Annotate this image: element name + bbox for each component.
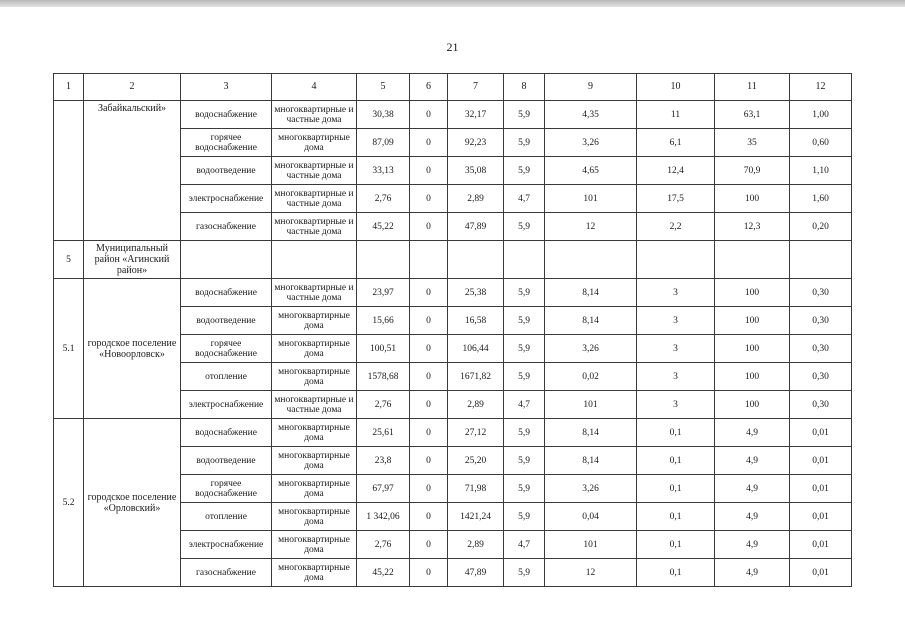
- col11-cell: 4,9: [715, 503, 790, 531]
- row-number-cell: 5.1: [54, 279, 84, 419]
- col12-cell: 1,60: [790, 185, 852, 213]
- col7-cell: 32,17: [448, 101, 504, 129]
- col9-cell: 4,35: [545, 101, 637, 129]
- col8-cell: 5,9: [504, 475, 545, 503]
- col12-cell: 0,01: [790, 475, 852, 503]
- col5-cell: 23,8: [357, 447, 410, 475]
- table-row: [54, 101, 852, 129]
- col5-cell: 2,76: [357, 185, 410, 213]
- header-cell: 10: [637, 74, 715, 101]
- col6-cell: 0: [410, 391, 448, 419]
- housing-cell: многоквартирные дома: [272, 475, 357, 503]
- tariff-table: [53, 73, 852, 587]
- col9-cell: 8,14: [545, 447, 637, 475]
- col6-cell: 0: [410, 307, 448, 335]
- col11-cell: 4,9: [715, 559, 790, 587]
- col6-cell: 0: [410, 129, 448, 157]
- scan-top-edge: [0, 0, 905, 7]
- col6-cell: 0: [410, 279, 448, 307]
- empty-cell: [357, 241, 410, 279]
- col11-cell: 100: [715, 363, 790, 391]
- col10-cell: 3: [637, 279, 715, 307]
- col9-cell: 12: [545, 213, 637, 241]
- col5-cell: 30,38: [357, 101, 410, 129]
- col6-cell: 0: [410, 419, 448, 447]
- header-cell: 8: [504, 74, 545, 101]
- col11-cell: 100: [715, 391, 790, 419]
- section-row: [54, 241, 852, 279]
- service-cell: водоснабжение: [181, 419, 272, 447]
- col5-cell: 2,76: [357, 531, 410, 559]
- header-cell: 11: [715, 74, 790, 101]
- col5-cell: 45,22: [357, 559, 410, 587]
- housing-cell: многоквартирные и частные дома: [272, 185, 357, 213]
- service-cell: отопление: [181, 503, 272, 531]
- col8-cell: 5,9: [504, 559, 545, 587]
- housing-cell: многоквартирные дома: [272, 335, 357, 363]
- col10-cell: 0,1: [637, 531, 715, 559]
- col8-cell: 4,7: [504, 391, 545, 419]
- col7-cell: 1671,82: [448, 363, 504, 391]
- header-cell: 3: [181, 74, 272, 101]
- col12-cell: 0,01: [790, 503, 852, 531]
- housing-cell: многоквартирные дома: [272, 531, 357, 559]
- col8-cell: 5,9: [504, 129, 545, 157]
- header-row: [54, 74, 852, 101]
- service-cell: водоотведение: [181, 447, 272, 475]
- col5-cell: 1578,68: [357, 363, 410, 391]
- col9-cell: 3,26: [545, 335, 637, 363]
- header-cell: 5: [357, 74, 410, 101]
- col9-cell: 8,14: [545, 307, 637, 335]
- col12-cell: 0,30: [790, 335, 852, 363]
- settlement-name-cell: городское поселение «Орловский»: [84, 419, 181, 587]
- col8-cell: 5,9: [504, 503, 545, 531]
- col6-cell: 0: [410, 503, 448, 531]
- col8-cell: 5,9: [504, 419, 545, 447]
- col5-cell: 45,22: [357, 213, 410, 241]
- settlement-name-cell: городское поселение «Новоорловск»: [84, 279, 181, 419]
- col12-cell: 0,30: [790, 279, 852, 307]
- col11-cell: 4,9: [715, 531, 790, 559]
- service-cell: газоснабжение: [181, 213, 272, 241]
- col6-cell: 0: [410, 157, 448, 185]
- col6-cell: 0: [410, 559, 448, 587]
- col6-cell: 0: [410, 185, 448, 213]
- housing-cell: многоквартирные дома: [272, 129, 357, 157]
- housing-cell: многоквартирные дома: [272, 503, 357, 531]
- col7-cell: 106,44: [448, 335, 504, 363]
- housing-cell: многоквартирные дома: [272, 419, 357, 447]
- col7-cell: 2,89: [448, 185, 504, 213]
- col7-cell: 27,12: [448, 419, 504, 447]
- col11-cell: 100: [715, 335, 790, 363]
- col11-cell: 12,3: [715, 213, 790, 241]
- col9-cell: 101: [545, 531, 637, 559]
- col7-cell: 2,89: [448, 531, 504, 559]
- col10-cell: 12,4: [637, 157, 715, 185]
- col9-cell: 3,26: [545, 475, 637, 503]
- col10-cell: 0,1: [637, 559, 715, 587]
- service-cell: водоотведение: [181, 157, 272, 185]
- row-number-cell: 5.2: [54, 419, 84, 587]
- col8-cell: 5,9: [504, 213, 545, 241]
- header-cell: 2: [84, 74, 181, 101]
- col12-cell: 0,30: [790, 391, 852, 419]
- col11-cell: 63,1: [715, 101, 790, 129]
- header-cell: 6: [410, 74, 448, 101]
- col10-cell: 2,2: [637, 213, 715, 241]
- col7-cell: 92,23: [448, 129, 504, 157]
- section-number-cell: 5: [54, 241, 84, 279]
- col12-cell: 0,30: [790, 307, 852, 335]
- col6-cell: 0: [410, 335, 448, 363]
- empty-cell: [410, 241, 448, 279]
- col9-cell: 3,26: [545, 129, 637, 157]
- col10-cell: 0,1: [637, 447, 715, 475]
- col7-cell: 2,89: [448, 391, 504, 419]
- service-cell: горячее водоснабжение: [181, 335, 272, 363]
- housing-cell: многоквартирные и частные дома: [272, 391, 357, 419]
- row-number-cell: [54, 101, 84, 241]
- col8-cell: 5,9: [504, 363, 545, 391]
- col9-cell: 8,14: [545, 419, 637, 447]
- col5-cell: 100,51: [357, 335, 410, 363]
- header-cell: 4: [272, 74, 357, 101]
- header-cell: 9: [545, 74, 637, 101]
- col7-cell: 16,58: [448, 307, 504, 335]
- empty-cell: [715, 241, 790, 279]
- col10-cell: 11: [637, 101, 715, 129]
- col9-cell: 4,65: [545, 157, 637, 185]
- col11-cell: 100: [715, 185, 790, 213]
- col10-cell: 3: [637, 391, 715, 419]
- col7-cell: 35,08: [448, 157, 504, 185]
- service-cell: горячее водоснабжение: [181, 129, 272, 157]
- col7-cell: 25,38: [448, 279, 504, 307]
- col8-cell: 4,7: [504, 185, 545, 213]
- housing-cell: многоквартирные дома: [272, 559, 357, 587]
- header-cell: 12: [790, 74, 852, 101]
- col6-cell: 0: [410, 101, 448, 129]
- service-cell: водоснабжение: [181, 279, 272, 307]
- col5-cell: 87,09: [357, 129, 410, 157]
- col10-cell: 6,1: [637, 129, 715, 157]
- col11-cell: 4,9: [715, 419, 790, 447]
- service-cell: водоснабжение: [181, 101, 272, 129]
- col12-cell: 0,01: [790, 531, 852, 559]
- empty-cell: [504, 241, 545, 279]
- empty-cell: [545, 241, 637, 279]
- col5-cell: 33,13: [357, 157, 410, 185]
- service-cell: горячее водоснабжение: [181, 475, 272, 503]
- service-cell: водоотведение: [181, 307, 272, 335]
- col12-cell: 0,30: [790, 363, 852, 391]
- col10-cell: 17,5: [637, 185, 715, 213]
- empty-cell: [790, 241, 852, 279]
- page-number: 21: [446, 40, 459, 54]
- col8-cell: 5,9: [504, 335, 545, 363]
- col8-cell: 5,9: [504, 279, 545, 307]
- col7-cell: 25,20: [448, 447, 504, 475]
- housing-cell: многоквартирные дома: [272, 307, 357, 335]
- col7-cell: 47,89: [448, 213, 504, 241]
- col12-cell: 0,20: [790, 213, 852, 241]
- col8-cell: 5,9: [504, 101, 545, 129]
- empty-cell: [272, 241, 357, 279]
- col5-cell: 25,61: [357, 419, 410, 447]
- service-cell: электроснабжение: [181, 391, 272, 419]
- col8-cell: 4,7: [504, 531, 545, 559]
- header-cell: 7: [448, 74, 504, 101]
- table-row: [54, 279, 852, 307]
- col7-cell: 71,98: [448, 475, 504, 503]
- col12-cell: 0,01: [790, 559, 852, 587]
- housing-cell: многоквартирные и частные дома: [272, 101, 357, 129]
- col5-cell: 2,76: [357, 391, 410, 419]
- col5-cell: 1 342,06: [357, 503, 410, 531]
- col9-cell: 0,04: [545, 503, 637, 531]
- housing-cell: многоквартирные и частные дома: [272, 213, 357, 241]
- col9-cell: 8,14: [545, 279, 637, 307]
- col5-cell: 23,97: [357, 279, 410, 307]
- col9-cell: 12: [545, 559, 637, 587]
- table-body: [54, 74, 852, 587]
- housing-cell: многоквартирные дома: [272, 363, 357, 391]
- col11-cell: 100: [715, 307, 790, 335]
- col12-cell: 0,01: [790, 419, 852, 447]
- empty-cell: [448, 241, 504, 279]
- col6-cell: 0: [410, 475, 448, 503]
- col8-cell: 5,9: [504, 157, 545, 185]
- col11-cell: 4,9: [715, 447, 790, 475]
- col11-cell: 100: [715, 279, 790, 307]
- settlement-name-cell: Забайкальский»: [84, 101, 181, 241]
- service-cell: отопление: [181, 363, 272, 391]
- service-cell: газоснабжение: [181, 559, 272, 587]
- service-cell: электроснабжение: [181, 185, 272, 213]
- table-row: [54, 419, 852, 447]
- col9-cell: 101: [545, 391, 637, 419]
- housing-cell: многоквартирные и частные дома: [272, 279, 357, 307]
- col10-cell: 3: [637, 335, 715, 363]
- col5-cell: 67,97: [357, 475, 410, 503]
- empty-cell: [181, 241, 272, 279]
- col11-cell: 4,9: [715, 475, 790, 503]
- col10-cell: 0,1: [637, 503, 715, 531]
- service-cell: электроснабжение: [181, 531, 272, 559]
- empty-cell: [637, 241, 715, 279]
- col12-cell: 1,10: [790, 157, 852, 185]
- col6-cell: 0: [410, 447, 448, 475]
- col8-cell: 5,9: [504, 307, 545, 335]
- header-cell: 1: [54, 74, 84, 101]
- section-name-cell: Муниципальный район «Агинский район»: [84, 241, 181, 279]
- col12-cell: 1,00: [790, 101, 852, 129]
- housing-cell: многоквартирные дома: [272, 447, 357, 475]
- col10-cell: 3: [637, 307, 715, 335]
- col5-cell: 15,66: [357, 307, 410, 335]
- col11-cell: 70,9: [715, 157, 790, 185]
- col7-cell: 1421,24: [448, 503, 504, 531]
- col12-cell: 0,60: [790, 129, 852, 157]
- col6-cell: 0: [410, 531, 448, 559]
- col11-cell: 35: [715, 129, 790, 157]
- col6-cell: 0: [410, 363, 448, 391]
- housing-cell: многоквартирные и частные дома: [272, 157, 357, 185]
- col10-cell: 0,1: [637, 475, 715, 503]
- col9-cell: 101: [545, 185, 637, 213]
- col12-cell: 0,01: [790, 447, 852, 475]
- col10-cell: 3: [637, 363, 715, 391]
- col10-cell: 0,1: [637, 419, 715, 447]
- col7-cell: 47,89: [448, 559, 504, 587]
- col9-cell: 0,02: [545, 363, 637, 391]
- col8-cell: 5,9: [504, 447, 545, 475]
- col6-cell: 0: [410, 213, 448, 241]
